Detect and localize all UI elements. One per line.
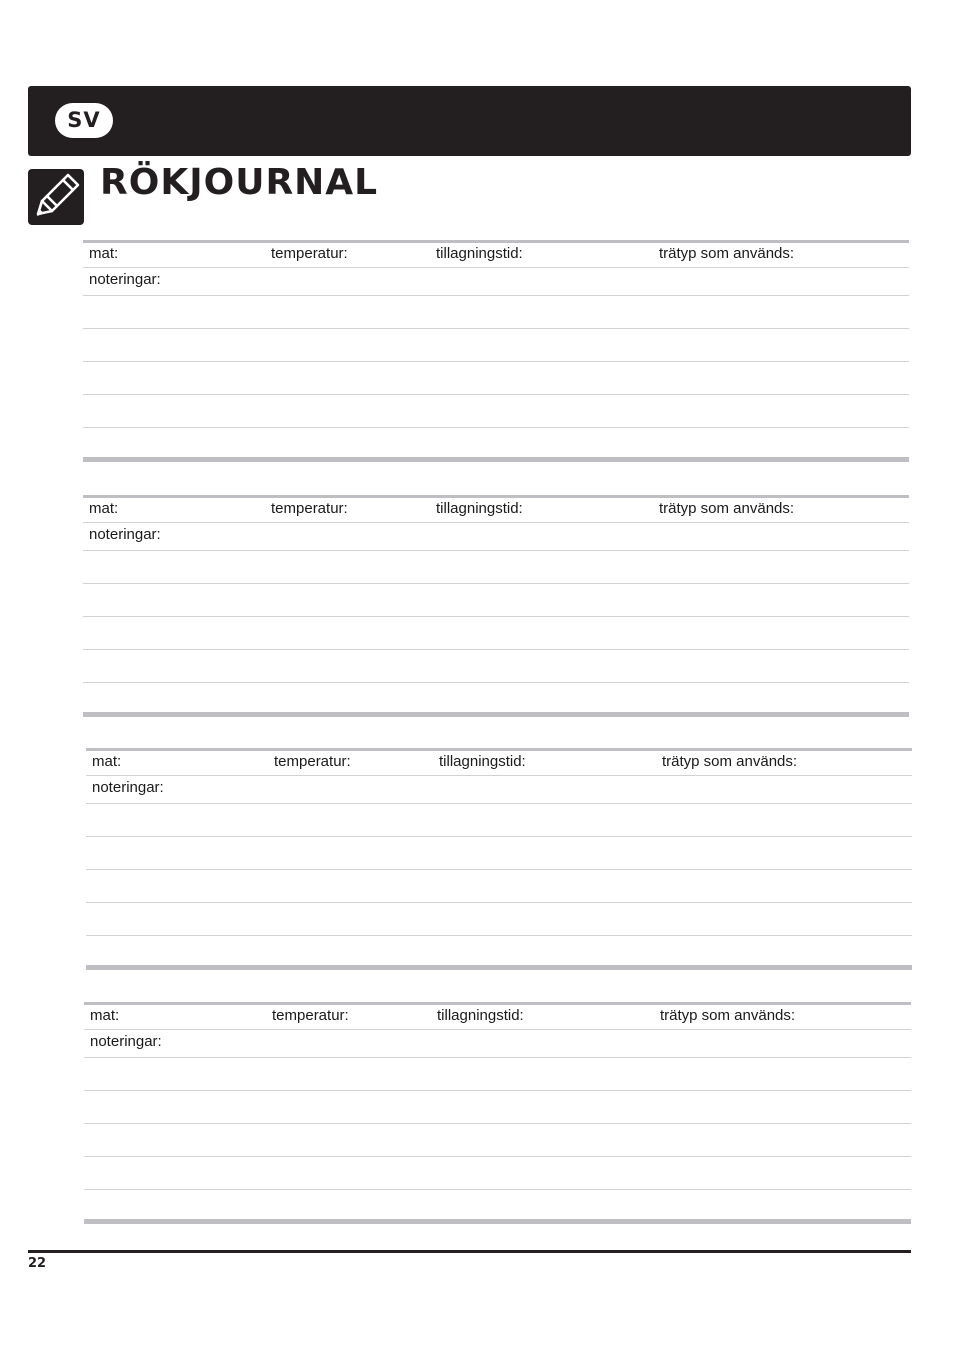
notes-line — [86, 836, 912, 837]
notes-label: noteringar: — [89, 526, 161, 543]
temperature-label: temperatur: — [271, 245, 348, 262]
entry-bottom-rule — [83, 457, 909, 462]
smoking-log-entry — [83, 495, 909, 717]
page-title: RÖKJOURNAL — [100, 162, 379, 203]
notes-line — [83, 427, 909, 428]
cooking-time-label: tillagningstid: — [437, 1007, 524, 1024]
notes-line — [83, 616, 909, 617]
temperature-label: temperatur: — [274, 753, 351, 770]
language-badge: SV — [55, 103, 113, 138]
cooking-time-label: tillagningstid: — [436, 500, 523, 517]
notes-line — [84, 1090, 911, 1091]
entry-row-line — [84, 1029, 911, 1030]
notes-line — [83, 361, 909, 362]
entry-bottom-rule — [83, 712, 909, 717]
notes-line — [83, 649, 909, 650]
food-label: mat: — [89, 245, 119, 262]
smoking-log-entry — [84, 1002, 911, 1224]
notes-line — [83, 295, 909, 296]
food-label: mat: — [90, 1007, 120, 1024]
footer-rule — [28, 1250, 911, 1253]
notes-label: noteringar: — [90, 1033, 162, 1050]
smoking-log-entry — [86, 748, 912, 970]
food-label: mat: — [92, 753, 122, 770]
entry-row-line — [83, 267, 909, 268]
notes-line — [86, 935, 912, 936]
entry-top-rule — [84, 1002, 911, 1005]
wood-type-label: trätyp som används: — [659, 500, 795, 517]
temperature-label: temperatur: — [272, 1007, 349, 1024]
language-header-bar — [28, 86, 911, 156]
food-label: mat: — [89, 500, 119, 517]
notes-line — [86, 902, 912, 903]
entry-row-line — [83, 522, 909, 523]
entry-bottom-rule — [84, 1219, 911, 1224]
entry-top-rule — [86, 748, 912, 751]
notes-line — [83, 328, 909, 329]
notes-line — [84, 1123, 911, 1124]
wood-type-label: trätyp som används: — [659, 245, 795, 262]
smoking-log-entry — [83, 240, 909, 462]
entry-top-rule — [83, 495, 909, 498]
notes-line — [83, 682, 909, 683]
pencil-icon — [28, 169, 84, 225]
notes-line — [84, 1156, 911, 1157]
notes-line — [83, 583, 909, 584]
entry-top-rule — [83, 240, 909, 243]
wood-type-label: trätyp som används: — [662, 753, 798, 770]
notes-line — [86, 803, 912, 804]
notes-line — [83, 550, 909, 551]
notes-line — [84, 1189, 911, 1190]
page-number: 22 — [28, 1256, 47, 1271]
entry-row-line — [86, 775, 912, 776]
cooking-time-label: tillagningstid: — [439, 753, 526, 770]
notes-label: noteringar: — [92, 779, 164, 796]
notes-line — [84, 1057, 911, 1058]
notes-line — [83, 394, 909, 395]
cooking-time-label: tillagningstid: — [436, 245, 523, 262]
temperature-label: temperatur: — [271, 500, 348, 517]
notes-line — [86, 869, 912, 870]
entry-bottom-rule — [86, 965, 912, 970]
notes-label: noteringar: — [89, 271, 161, 288]
wood-type-label: trätyp som används: — [660, 1007, 796, 1024]
